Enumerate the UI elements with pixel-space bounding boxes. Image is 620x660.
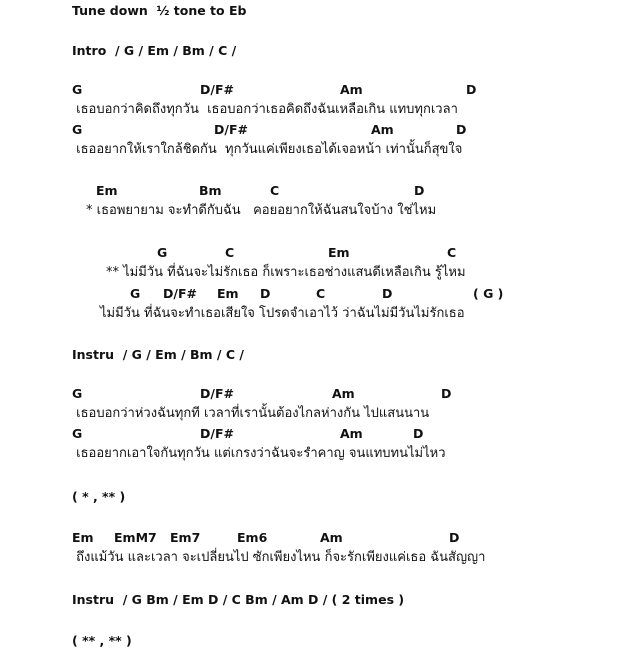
chord: Em7	[170, 530, 201, 545]
chord: C	[316, 286, 326, 301]
chord: D	[441, 386, 452, 401]
repeat-marker-1: ( * , ** )	[72, 489, 126, 504]
chord: C	[447, 245, 457, 260]
lyric: * เธอพยายาม จะทำดีกับฉัน คอยอยากให้ฉันสนใจบ้าง ใช่ไหม	[86, 203, 437, 218]
chord: D	[414, 183, 425, 198]
chord: D	[466, 82, 477, 97]
lyric: เธออยากเอาใจกันทุกวัน แต่เกรงว่าฉันจะรำคาญ จนแทบทนไม่ไหว	[72, 446, 446, 461]
chord: D	[449, 530, 460, 545]
lyric: เธอบอกว่าคิดถึงทุกวัน เธอบอกว่าเธอคิดถึงฉันเหลือเกิน แทบทุกเวลา	[72, 102, 458, 117]
lyric: ถึงแม้วัน และเวลา จะเปลี่ยนไป ซักเพียงไหน ก็จะรักเพียงแค่เธอ ฉันสัญญา	[72, 550, 486, 565]
chord: D	[456, 122, 467, 137]
repeat-marker-2: ( ** , ** )	[72, 633, 132, 648]
chord: Am	[340, 426, 363, 441]
chord: D	[413, 426, 424, 441]
instrumental-1: Instru / G / Em / Bm / C /	[72, 347, 244, 362]
chord: G	[130, 286, 141, 301]
chord: C	[270, 183, 280, 198]
chord: G	[157, 245, 168, 260]
intro-chords: Intro / G / Em / Bm / C /	[72, 43, 237, 58]
chord: Em	[328, 245, 350, 260]
chord: G	[72, 386, 83, 401]
chord: Am	[332, 386, 355, 401]
lyric: เธออยากให้เราใกล้ชิดกัน ทุกวันแค่เพียงเธอได้เจอหน้า เท่านั้นก็สุขใจ	[72, 142, 463, 157]
chord: D/F#	[200, 386, 234, 401]
chord: Em	[217, 286, 239, 301]
chord: G	[72, 426, 83, 441]
instrumental-2: Instru / G Bm / Em D / C Bm / Am D / ( 2 times )	[72, 592, 405, 607]
chord: Am	[340, 82, 363, 97]
chord: Em	[72, 530, 94, 545]
chord: D/F#	[200, 426, 234, 441]
chord: Bm	[199, 183, 222, 198]
chord: G	[72, 82, 83, 97]
lyric: ไม่มีวัน ที่ฉันจะทำเธอเสียใจ โปรดจำเอาไว้ ว่าฉันไม่มีวันไม่รักเธอ	[100, 306, 465, 321]
chord: Am	[371, 122, 394, 137]
chord: D	[260, 286, 271, 301]
chord: D/F#	[163, 286, 197, 301]
chord: C	[225, 245, 235, 260]
chord: ( G )	[473, 286, 504, 301]
tuning-note: Tune down ½ tone to Eb	[72, 3, 247, 18]
lyric: เธอบอกว่าห่วงฉันทุกที เวลาที่เรานั้นต้องไกลห่างกัน ไปแสนนาน	[72, 406, 430, 421]
chord: D	[382, 286, 393, 301]
chord: G	[72, 122, 83, 137]
chord: D/F#	[214, 122, 248, 137]
lyric: ** ไม่มีวัน ที่ฉันจะไม่รักเธอ ก็เพราะเธอช่างแสนดีเหลือเกิน รู้ไหม	[106, 265, 466, 280]
chord: Em	[96, 183, 118, 198]
chord: D/F#	[200, 82, 234, 97]
chord: EmM7	[114, 530, 157, 545]
chord: Em6	[237, 530, 268, 545]
chord: Am	[320, 530, 343, 545]
